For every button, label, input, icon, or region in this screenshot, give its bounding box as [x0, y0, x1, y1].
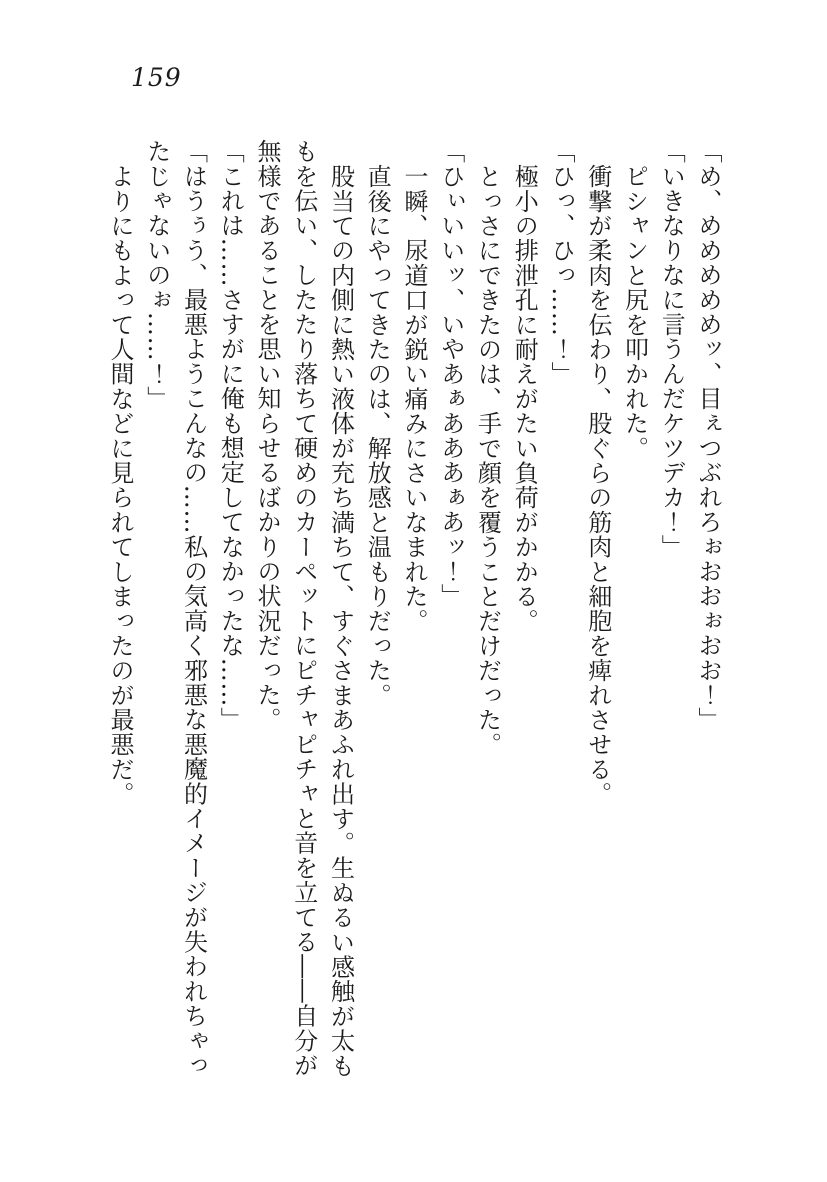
text-column: 「ひっ、ひっ……！」 [547, 139, 575, 386]
text-column: 「め、めめめめめッ、目ぇつぶれろぉおおぉおお！」 [694, 139, 722, 732]
text-column: たじゃないのぉ……！」 [142, 139, 171, 411]
text-column: とっさにできたのは、手で顔を覆うことだけだった。 [473, 163, 502, 757]
text-column: 「いきなりなに言うんだケツデカ！」 [657, 139, 686, 559]
vertical-text-block [101, 139, 726, 1080]
page-number: 159 [131, 63, 182, 92]
text-column: ピシャンと尻を叩かれた。 [620, 163, 649, 461]
text-column: 「これは……さすがに俺も想定してなかったな……」 [216, 139, 245, 732]
text-column: 無様であることを思い知らせるばかりの状況だった。 [253, 139, 281, 732]
text-column: よりにもよって人間などに見られてしまったのが最悪だ。 [106, 163, 134, 806]
text-column: 「はうぅう、最悪ようこんなの……私の気高く邪悪な悪魔的イメージが失われちゃっ [179, 139, 208, 1078]
text-column: 直後にやってきたのは、解放感と温もりだった。 [363, 163, 392, 708]
text-column: 一瞬、尿道口が鋭い痛みにさいなまれた。 [400, 163, 428, 633]
text-column: 股当ての内側に熱い液体が充ち満ちて、すぐさまあふれ出す。生ぬるい感触が太も [326, 163, 355, 1078]
text-column: 衝撃が柔肉を伝わり、股ぐらの筋肉と細胞を痺れさせる。 [583, 163, 612, 806]
text-column: 極小の排泄孔に耐えがたい負荷がかかる。 [510, 163, 539, 633]
text-column: 「ひぃいいッ、いやあぁあああぁあッ！」 [436, 139, 465, 609]
text-column: もを伝い、したたり落ちて硬めのカーペットにピチャピチャと音を立てる――自分が [289, 139, 318, 1078]
